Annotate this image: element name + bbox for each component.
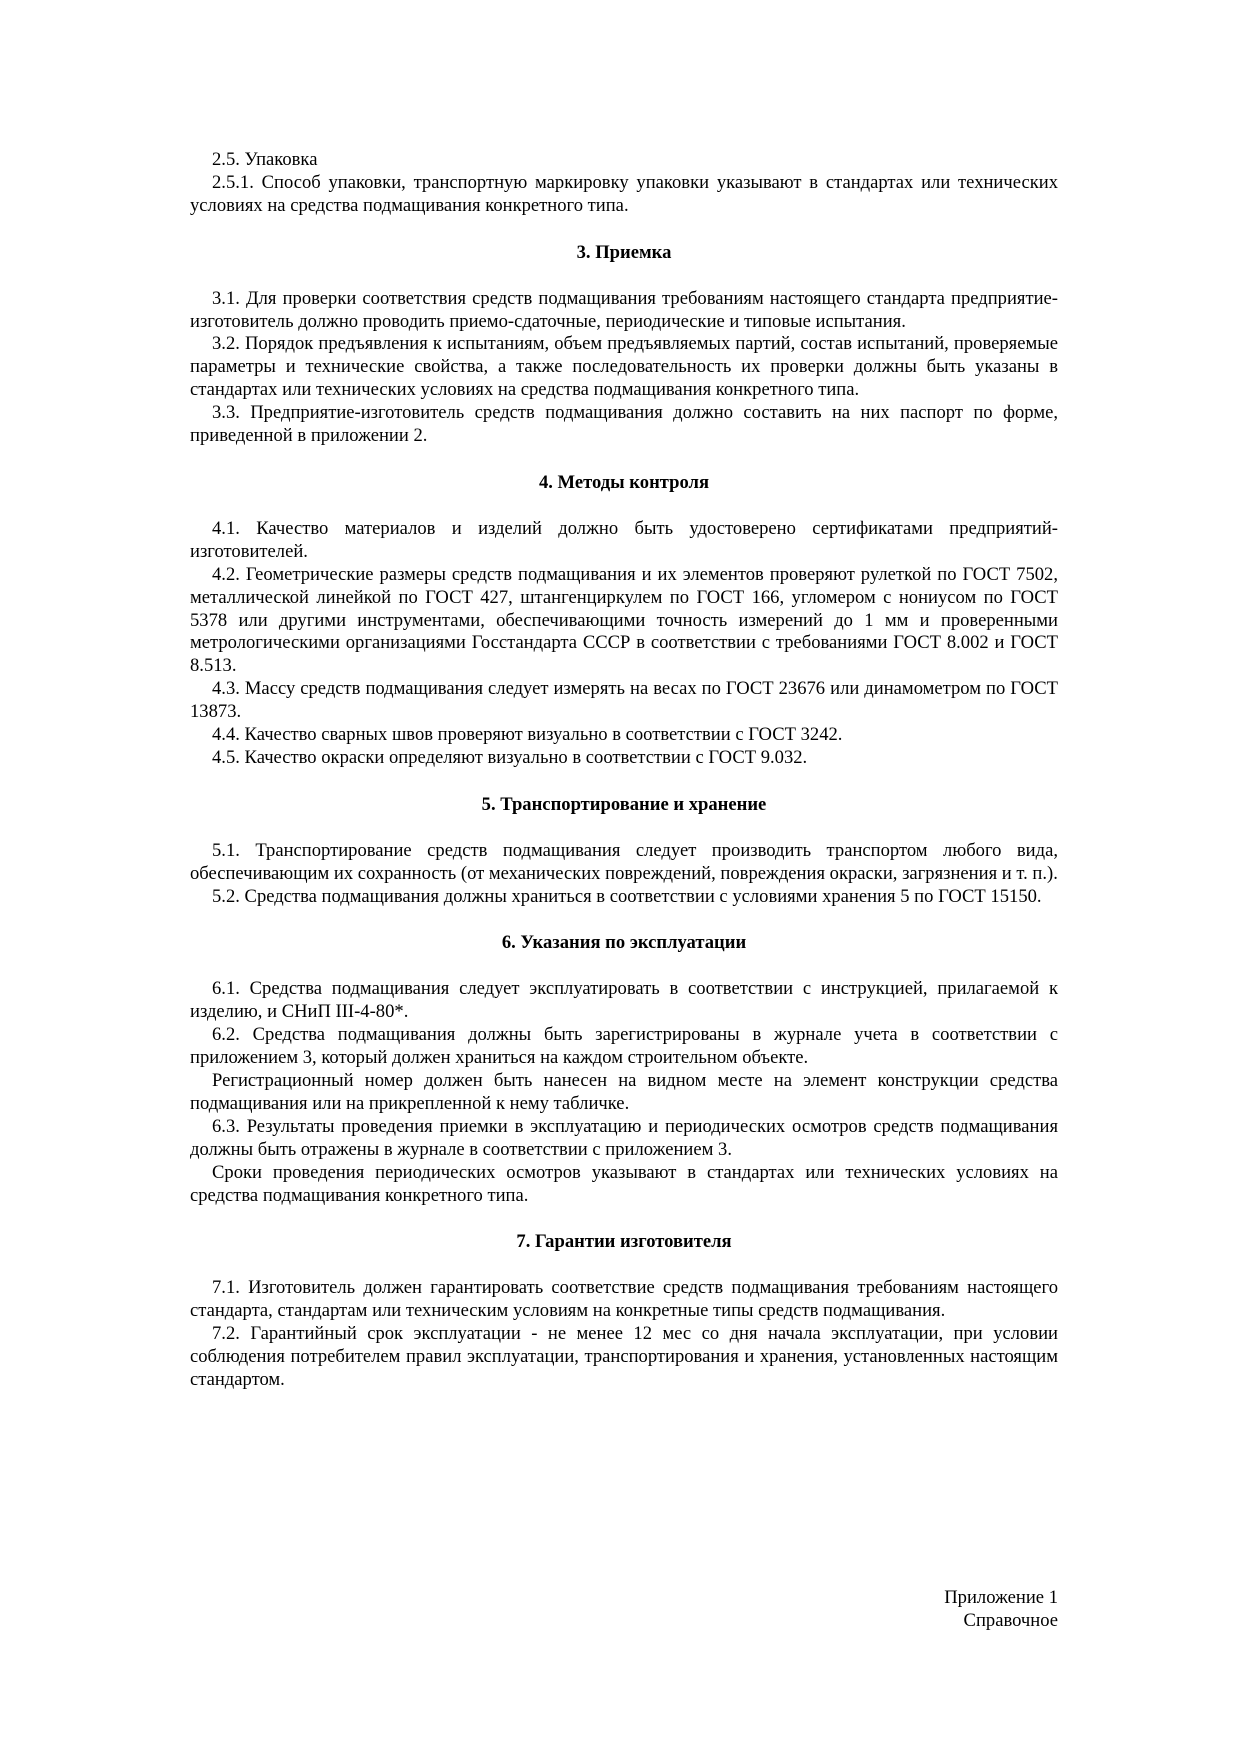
paragraph-3-3: 3.3. Предприятие-изготовитель средств подмащивания должно составить на них паспорт по форме, приведенной в приложении 2.	[190, 402, 1058, 447]
paragraph-3-1: 3.1. Для проверки соответствия средств подмащивания требованиям настоящего стандарта предприятие-изготовитель должно проводить приемо-сдаточные, периодические и типовые испытания.	[190, 287, 1058, 332]
appendix-label: Приложение 1	[944, 1587, 1058, 1608]
paragraph-5-1: 5.1. Транспортирование средств подмащивания следует производить транспортом любого вида, обеспечивающим их сохранность (от механических повреждений, повреждения окраски, загрязнения и т. п.).	[190, 839, 1058, 884]
paragraph-6-3: 6.3. Результаты проведения приемки в эксплуатацию и периодических осмотров средств подмащивания должны быть отражены в журнале в соответствии с приложением 3.	[190, 1115, 1058, 1160]
section-3-title: 3. Приемка	[576, 241, 672, 263]
appendix-header	[758, 1587, 1058, 1633]
section-7-title: 7. Гарантии изготовителя	[516, 1231, 732, 1253]
appendix-type: Справочное	[963, 1609, 1058, 1631]
paragraph-4-1: 4.1. Качество материалов и изделий должно быть удостоверено сертификатами предприятий-изготовителей.	[190, 517, 1058, 562]
section-4-title: 4. Методы контроля	[538, 471, 710, 493]
section-6-title: 6. Указания по эксплуатации	[501, 932, 747, 954]
paragraph-4-2: 4.2. Геометрические размеры средств подмащивания и их элементов проверяют рулеткой по ГОСТ 7502, металлической линейкой по ГОСТ 427, штангенциркулем по ГОСТ 166, угломером с нониусом по ГОСТ 5378 или другими инструментами, обеспечивающими точность измерений до 1 мм и проверенными метрологическими организациями Госстандарта СССР в соответствии с требованиями ГОСТ 8.002 и ГОСТ 8.513.	[190, 563, 1058, 677]
paragraph-3-2: 3.2. Порядок предъявления к испытаниям, объем предъявляемых партий, состав испытаний, проверяемые параметры и технические свойства, а также последовательность их проверки должны быть указаны в стандартах или технических условиях на средства подмащивания конкретного типа.	[190, 333, 1058, 401]
paragraph-7-1: 7.1. Изготовитель должен гарантировать соответствие средств подмащивания требованиям настоящего стандарта, стандартам или техническим условиям на конкретные типы средств подмащивания.	[190, 1277, 1058, 1322]
section-5-title: 5. Транспортирование и хранение	[481, 793, 767, 815]
paragraph-7-2: 7.2. Гарантийный срок эксплуатации - не менее 12 мес со дня начала эксплуатации, при условии соблюдения потребителем правил эксплуатации, транспортирования и хранения, установленных настоящим стандартом.	[190, 1323, 1058, 1390]
paragraph-6-2: 6.2. Средства подмащивания должны быть зарегистрированы в журнале учета в соответствии с приложением 3, который должен храниться на каждом строительном объекте.	[190, 1024, 1058, 1069]
paragraph-6-3-inspection: Сроки проведения периодических осмотров указывают в стандартах или технических условиях на средства подмащивания конкретного типа.	[190, 1161, 1058, 1206]
paragraph-4-4: 4.4. Качество сварных швов проверяют визуально в соответствии с ГОСТ 3242.	[212, 724, 843, 746]
paragraph-6-1: 6.1. Средства подмащивания следует эксплуатировать в соответствии с инструкцией, прилагаемой к изделию, и СНиП III-4-80*.	[190, 978, 1058, 1023]
paragraph-4-5: 4.5. Качество окраски определяют визуально в соответствии с ГОСТ 9.032.	[212, 746, 808, 768]
section-2-5-heading: 2.5. Упаковка	[212, 149, 318, 170]
paragraph-2-5-1: 2.5.1. Способ упаковки, транспортную маркировку упаковки указывают в стандартах или технических условиях на средства подмащивания конкретного типа.	[190, 171, 1058, 216]
paragraph-6-2-registration: Регистрационный номер должен быть нанесен на видном месте на элемент конструкции средства подмащивания или на прикрепленной к нему табличке.	[190, 1070, 1058, 1114]
paragraph-5-2: 5.2. Средства подмащивания должны храниться в соответствии с условиями хранения 5 по ГОСТ 15150.	[212, 885, 1042, 907]
paragraph-4-3: 4.3. Массу средств подмащивания следует измерять на весах по ГОСТ 23676 или динамометром по ГОСТ 13873.	[190, 678, 1058, 723]
document-body	[190, 149, 1058, 1392]
